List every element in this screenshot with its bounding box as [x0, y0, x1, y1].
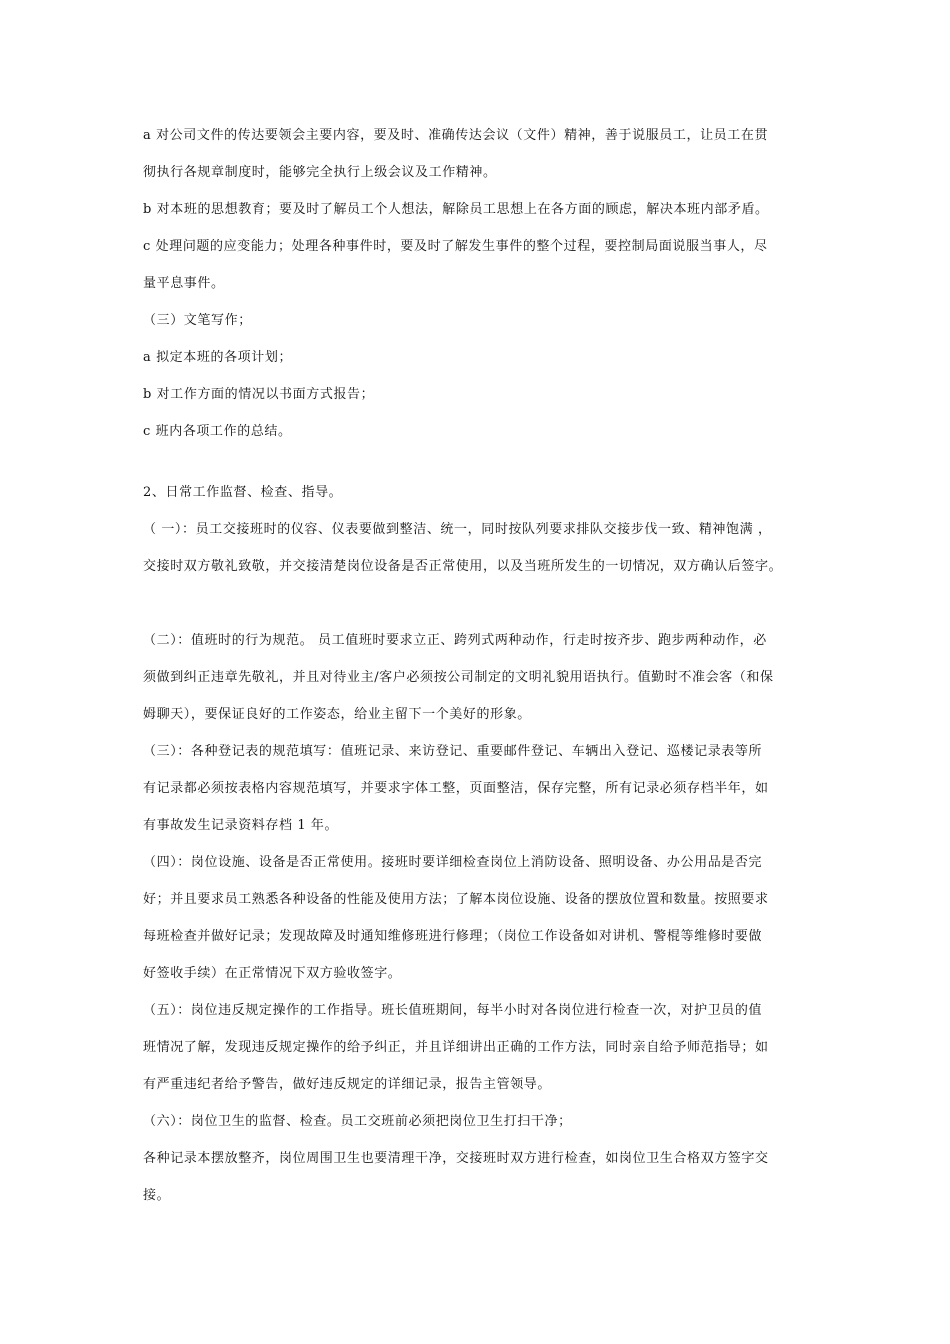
text-line: （ 一）：员工交接班时的仪容、仪表要做到整洁、统一，同时按队列要求排队交接步伐一致、精神饱满 ， — [143, 522, 772, 537]
list-item: b 对工作方面的情况以书面方式报告； — [143, 387, 375, 402]
list-item: c 班内各项工作的总结。 — [143, 424, 292, 439]
text-line: 有严重违纪者给予警告，做好违反规定的详细记录，报告主管领导。 — [143, 1077, 552, 1092]
text-line: c 处理问题的应变能力；处理各种事件时，要及时了解发生事件的整个过程，要控制局面说服当事人，尽 — [143, 239, 768, 254]
text-line: 姆聊天），要保证良好的工作姿态，给业主留下一个美好的形象。 — [143, 707, 531, 722]
text-line: b 对本班的思想教育；要及时了解员工个人想法，解除员工思想上在各方面的顾虑，解决本班内部矛盾。 — [143, 202, 769, 217]
text-line: a 对公司文件的传达要领会主要内容，要及时、准确传达会议（文件）精神，善于说服员工，让员工在贯 — [143, 128, 769, 143]
text-line: （二）：值班时的行为规范。 员工值班时要求立正、跨列式两种动作，行走时按齐步、跑步两种动作，必 — [143, 633, 767, 648]
text-line: （五）：岗位违反规定操作的工作指导。班长值班期间，每半小时对各岗位进行检查一次，对护卫员的值 — [143, 1003, 763, 1018]
text-line: 有记录都必须按表格内容规范填写，并要求字体工整，页面整洁，保存完整，所有记录必须存档半年，如 — [143, 781, 769, 796]
text-line: 彻执行各规章制度时，能够完全执行上级会议及工作精神。 — [143, 165, 497, 180]
text-line: 班情况了解，发现违反规定操作的给予纠正，并且详细讲出正确的工作方法，同时亲自给予师范指导；如 — [143, 1040, 769, 1055]
section-heading: （三）文笔写作； — [143, 313, 252, 328]
text-line: （三）：各种登记表的规范填写：值班记录、来访登记、重要邮件登记、车辆出入登记、巡楼记录表等所 — [143, 744, 763, 759]
text-line: 有事故发生记录资料存档 1 年。 — [143, 818, 339, 833]
text-line: 各种记录本摆放整齐，岗位周围卫生也要清理干净，交接班时双方进行检查，如岗位卫生合格双方签字交 — [143, 1151, 769, 1166]
section-heading: 2、日常工作监督、检查、指导。 — [143, 485, 343, 500]
text-line: （四）：岗位设施、设备是否正常使用。接班时要详细检查岗位上消防设备、照明设备、办公用品是否完 — [143, 855, 763, 870]
text-line: 接。 — [143, 1188, 171, 1203]
text-line: 好签收手续）在正常情况下双方验收签字。 — [143, 966, 402, 981]
text-line: （六）：岗位卫生的监督、检查。员工交班前必须把岗位卫生打扫干净； — [143, 1114, 572, 1129]
list-item: a 拟定本班的各项计划； — [143, 350, 293, 365]
text-line: 须做到纠正违章先敬礼，并且对待业主/客户必须按公司制定的文明礼貌用语执行。值勤时不准会客（和保 — [143, 670, 774, 685]
text-line: 交接时双方敬礼致敬，并交接清楚岗位设备是否正常使用，以及当班所发生的一切情况，双方确认后签字。 — [143, 559, 783, 574]
text-line: 每班检查并做好记录；发现故障及时通知维修班进行修理；（岗位工作设备如对讲机、警棍等维修时要做 — [143, 929, 763, 944]
text-line: 好；并且要求员工熟悉各种设备的性能及使用方法；了解本岗位设施、设备的摆放位置和数量。按照要求 — [143, 892, 769, 907]
text-line: 量平息事件。 — [143, 276, 225, 291]
